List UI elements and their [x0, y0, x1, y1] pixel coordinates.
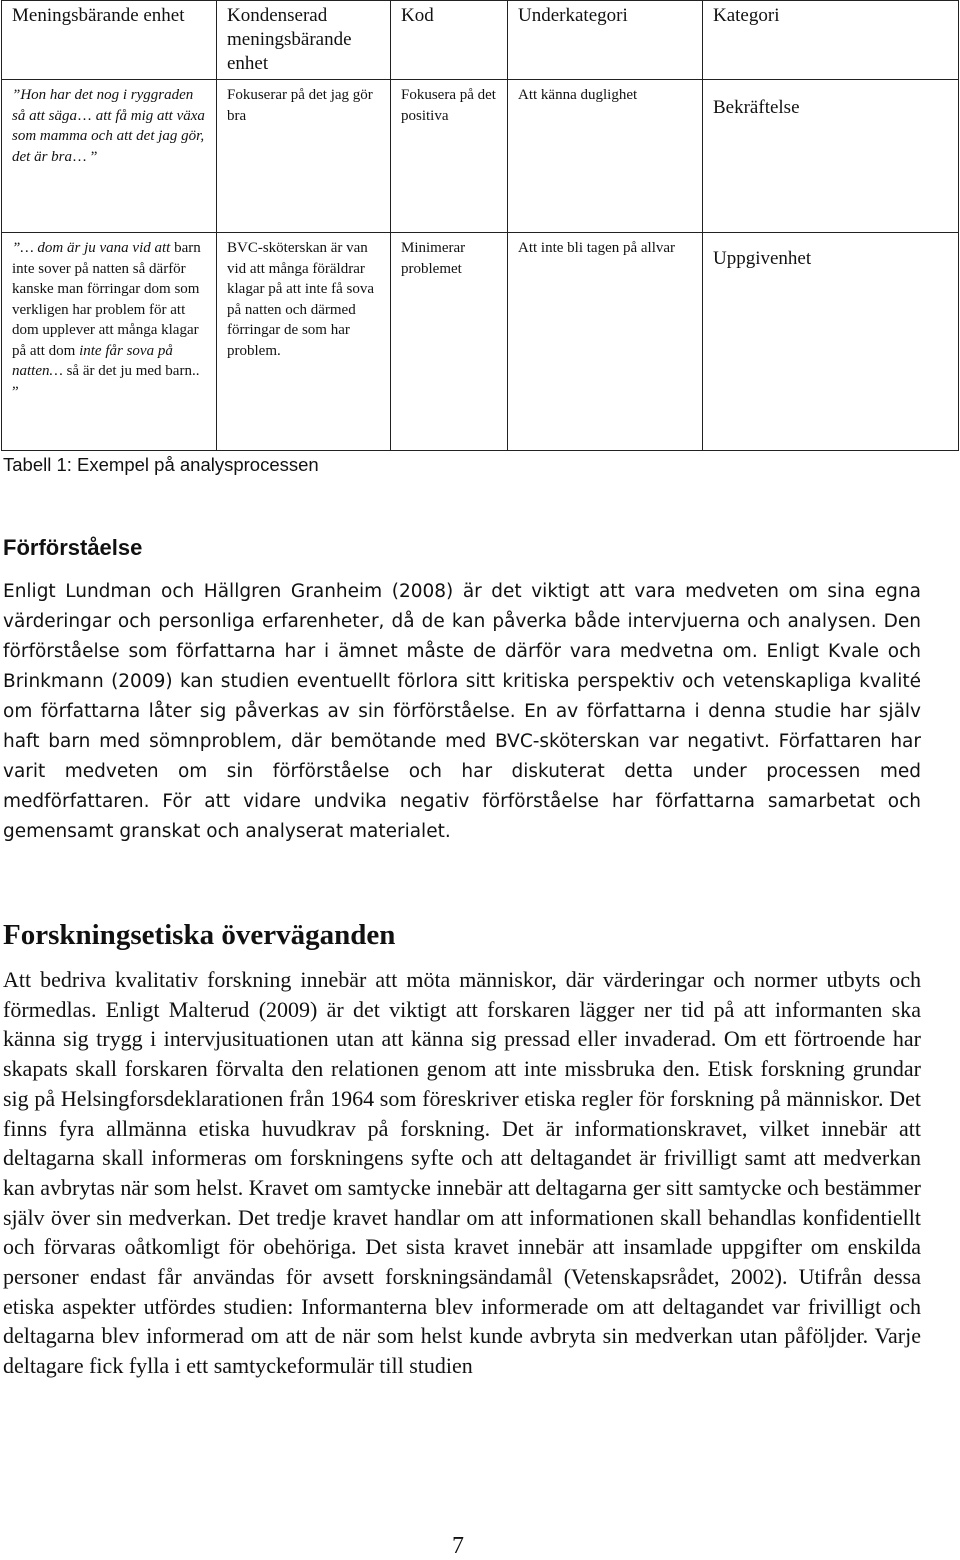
- table-caption: Tabell 1: Exempel på analysprocessen: [3, 454, 319, 475]
- code-cell: Minimerar problemet: [391, 233, 508, 451]
- header-category: Kategori: [703, 1, 959, 80]
- quote-part: ”Hon har det nog i ryggraden så att säga: [12, 87, 194, 124]
- analysis-table: [1, 0, 959, 451]
- section-heading-forforstaelse: Förförståelse: [3, 535, 143, 560]
- ellipsis: …: [72, 148, 87, 165]
- header-meaning-unit: Meningsbärande enhet: [2, 1, 217, 80]
- category-cell: Bekräftelse: [703, 80, 959, 233]
- quote-mark: ”: [90, 148, 98, 165]
- ellipsis: …: [77, 107, 93, 124]
- header-condensed-unit: Kondenserad meningsbärande enhet: [217, 1, 391, 80]
- table-header-row: [2, 1, 959, 80]
- subcategory-cell: Att känna duglighet: [508, 80, 703, 233]
- header-code: Kod: [391, 1, 508, 80]
- table-row: [2, 233, 959, 451]
- category-cell: Uppgivenhet: [703, 233, 959, 451]
- meaning-unit-cell: [2, 233, 217, 451]
- table-row: [2, 80, 959, 233]
- code-cell: Fokusera på det positiva: [391, 80, 508, 233]
- condensed-unit-cell: Fokuserar på det jag gör bra: [217, 80, 391, 233]
- quote-part: barn inte sover på natten så därför kanske man förringar dom som verkligen har problem för att dom upplever att många klagar på att dom: [12, 240, 201, 359]
- quote-part: att få mig att växa som mamma och att det jag gör, det är bra: [12, 107, 205, 165]
- quote-part: ”… dom är ju vana vid att: [12, 240, 171, 256]
- section-paragraph-etik: Att bedriva kvalitativ forskning innebär att möta människor, där värderingar och normer utbyts och förmedlas. Enligt Malterud (2009) är det viktigt att forskaren lägger ner tid på att informanten ska känna sig trygg i intervjusituationen utan att känna sig pressad eller invaderad. Om ett förtroende har skapats skall forskaren förvalta den relationen genom att inte missbruka den. Etisk forskning grundar sig på Helsingforsdeklarationen från 1964 som föreskriver etiska regler för forskning på människor. Det finns fyra allmänna etiska huvudkrav på forskning. Det är informationskravet, vilket innebär att deltagarna skall informeras om forskningens syfte och att deltagandet är frivilligt samt att medverkan kan avbrytas när som helst. Kravet om samtycke innebär att deltagarna ger sitt samtycke och bestämmer själv över sin medverkan. Det tredje kravet handlar om att informationen skall behandlas konfidentiellt och förvaras oåtkomligt för obehöriga. Det sista kravet innebär att insamlade uppgifter om enskilda personer endast får användas för avsett forskningsändamål (Vetenskapsrådet, 2002). Utifrån dessa etiska aspekter utfördes studien: Informanterna blev informerade om att deltagandet var frivilligt och deltagarna blev informerad om att de när som helst kunde avbryta sin medverkan utan påföljder. Varje deltagare fick fylla i ett samtyckeformulär till studien: [3, 967, 921, 1379]
- condensed-unit-cell: BVC-sköterskan är van vid att många föräldrar klagar på att inte få sova på natten och därmed förringar de som har problem.: [217, 233, 391, 451]
- meaning-unit-cell: [2, 80, 217, 233]
- page-number: 7: [452, 1533, 464, 1559]
- section-heading-etik: Forskningsetiska överväganden: [3, 919, 396, 951]
- subcategory-cell: Att inte bli tagen på allvar: [508, 233, 703, 451]
- quote-part: inte får sova på natten…: [12, 342, 173, 379]
- quote-part: så är det ju med barn.. ”: [12, 363, 200, 400]
- header-subcategory: Underkategori: [508, 1, 703, 80]
- section-paragraph-forforstaelse: Enligt Lundman och Hällgren Granheim (2008) är det viktigt att vara medveten om sina egna värderingar och personliga erfarenheter, då de kan påverka både intervjuerna och analysen. Den förförståelse som författarna har i ämnet måste de därför vara medvetna om. Enligt Kvale och Brinkmann (2009) kan studien eventuellt förlora sitt kritiska perspektiv och vetenskapliga kvalité om författarna låter sig påverkas av sin förförståelse. En av författarna i denna studie har själv haft barn med sömnproblem, där bemötande med BVC-sköterskan var negativt. Författaren har varit medveten om sin förförståelse och har diskuterat detta under processen med medförfattaren. För att vidare undvika negativ förförståelse har författarna samarbetat och gemensamt granskat och analyserat materialet.: [3, 581, 921, 842]
